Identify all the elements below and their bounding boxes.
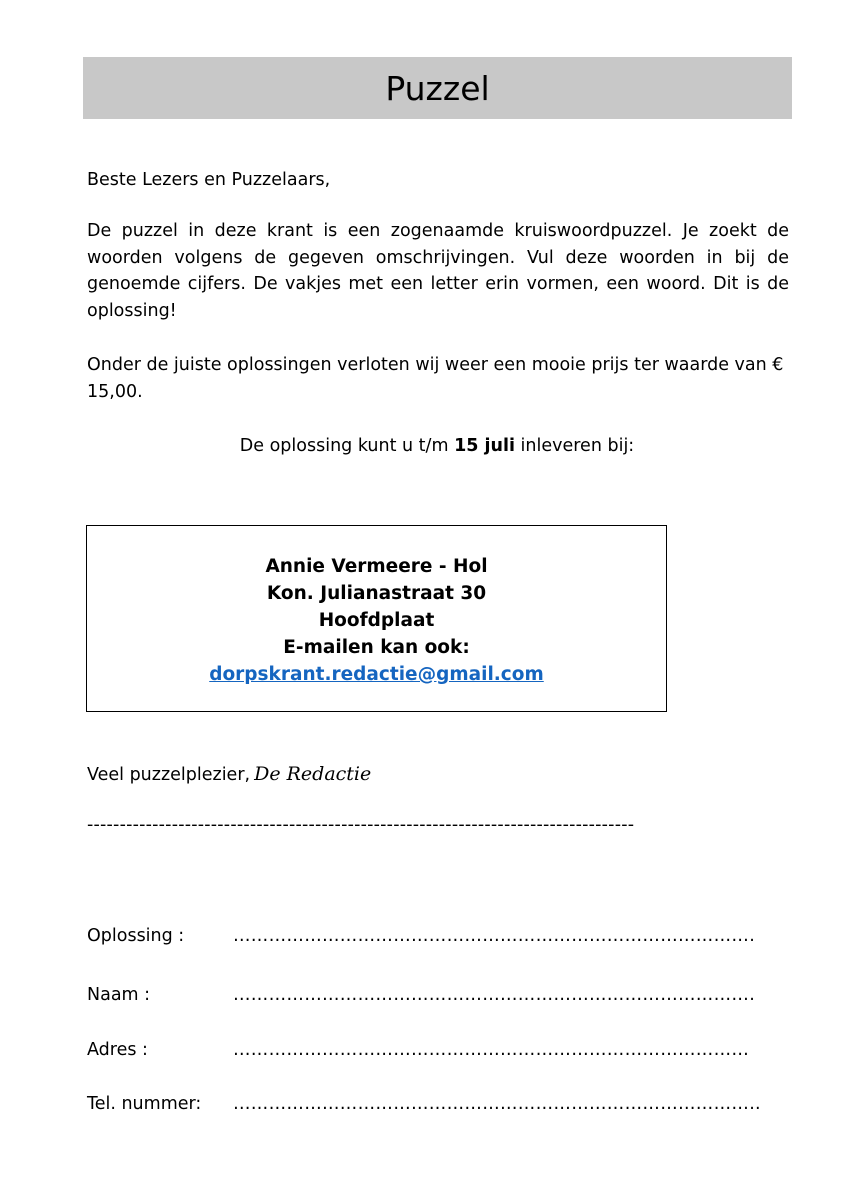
signature: De Redactie (254, 763, 372, 785)
form-row-phone (87, 1094, 761, 1114)
address-street: Kon. Julianastraat 30 (266, 583, 487, 604)
address-field[interactable]: …………………………………………………………………………… (233, 1040, 750, 1060)
closing-text: Veel puzzelplezier, (87, 765, 251, 785)
deadline-text-after: inleveren bij: (514, 436, 635, 456)
title-bar (83, 57, 792, 119)
form-row-name (87, 985, 755, 1005)
intro-paragraph: De puzzel in deze krant is een zogenaamde kruiswoordpuzzel. Je zoekt de woorden volgens de gegeven omschrijvingen. Vul deze woorden in bij de genoemde cijfers. De vakjes met een letter erin vormen, een woord. Dit is de oplossing! (87, 221, 789, 321)
form-row-solution (87, 926, 755, 946)
address-name: Annie Vermeere - Hol (265, 556, 488, 577)
cut-line-separator: ------------------------------------------------------------------------------------ (87, 815, 635, 835)
phone-label: Tel. nummer: (87, 1094, 202, 1114)
closing-line (87, 763, 371, 785)
address-city: Hoofdplaat (318, 610, 435, 631)
solution-label: Oplossing : (87, 926, 185, 946)
solution-field[interactable]: ……………………………………………………………………………. (233, 926, 756, 946)
name-field[interactable]: ……………………………………………………………………………. (233, 985, 756, 1005)
deadline-text-before: De oplossing kunt u t/m (239, 436, 455, 456)
page-title: Puzzel (385, 68, 490, 108)
address-box (86, 525, 667, 712)
phone-field[interactable]: …………………………………………………………………………….. (233, 1094, 761, 1114)
email-link[interactable]: dorpskrant.redactie@gmail.com (209, 664, 544, 685)
email-label: E-mailen kan ook: (283, 637, 470, 658)
prize-paragraph: Onder de juiste oplossingen verloten wij weer een mooie prijs ter waarde van € 15,00. (87, 355, 784, 402)
deadline-line (87, 433, 787, 460)
name-label: Naam : (87, 985, 151, 1005)
greeting: Beste Lezers en Puzzelaars, (87, 170, 331, 190)
form-row-address (87, 1040, 749, 1060)
deadline-date: 15 juli (454, 436, 515, 456)
address-label: Adres : (87, 1040, 148, 1060)
